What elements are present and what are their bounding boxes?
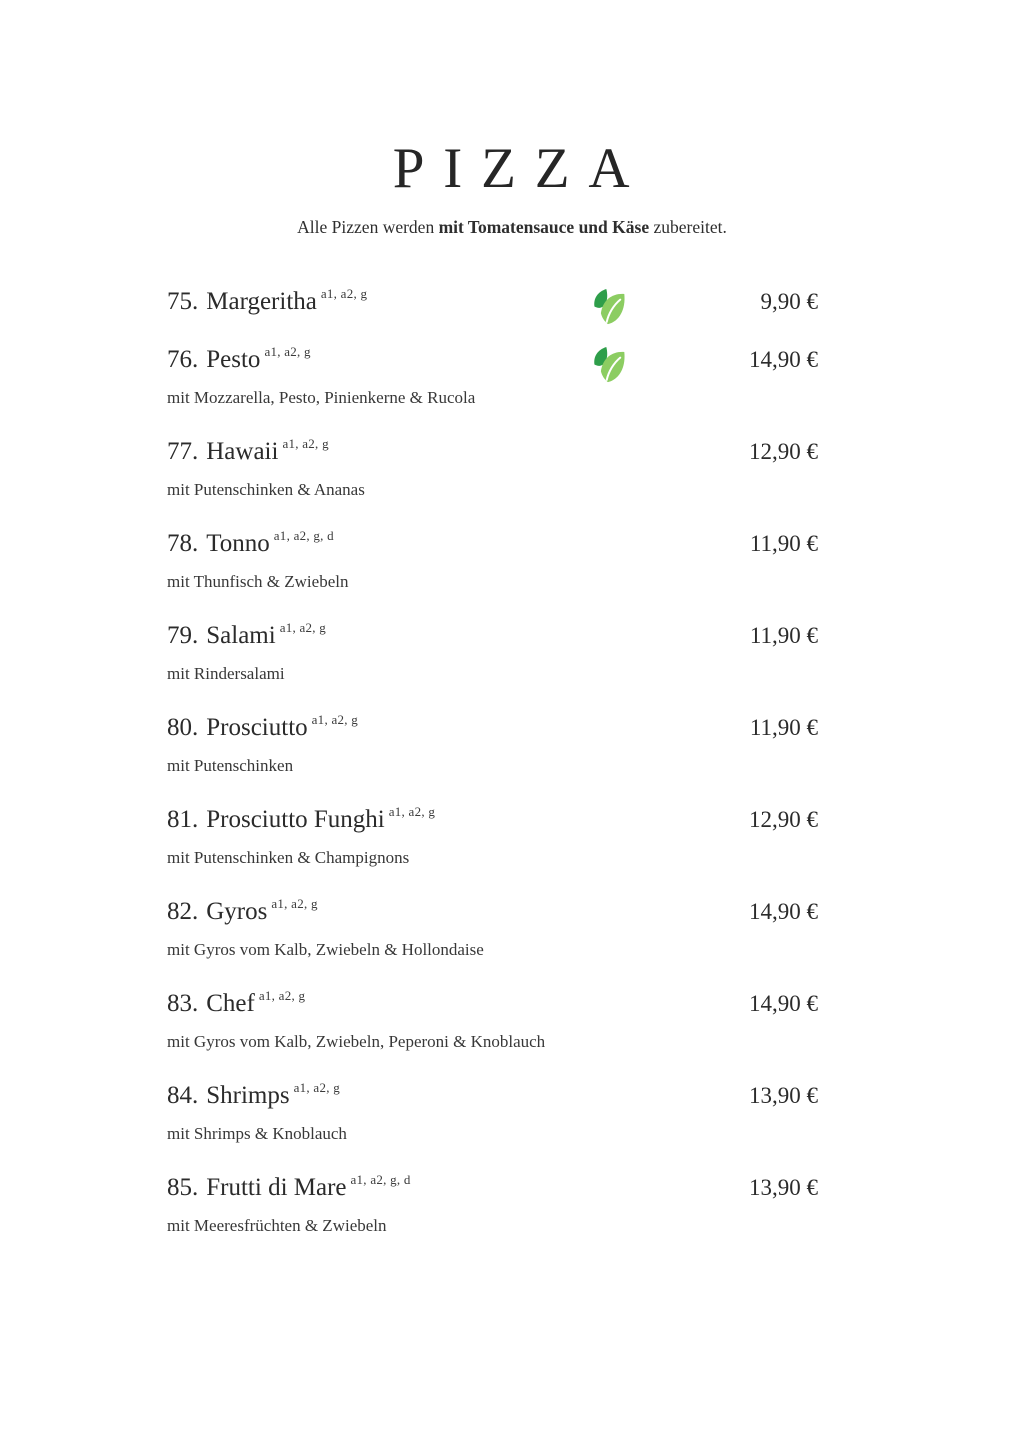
vegetarian-leaf-icon [591,288,631,326]
item-price: 13,90 € [749,1175,818,1200]
item-allergens: a1, a2, g, d [350,1172,411,1187]
menu-item [167,990,818,1054]
item-description: mit Mozzarella, Pesto, Pinienkerne & Rucola [167,388,476,407]
subtitle-bold: mit Tomatensauce und Käse [438,217,650,237]
menu-item [167,1082,818,1146]
item-number: 77. [167,438,199,465]
item-name: Frutti di Mare [206,1174,347,1201]
menu-item [167,622,818,686]
item-name: Tonno [206,530,270,557]
menu-item [167,898,818,962]
item-name-line [167,438,591,466]
item-number: 81. [167,806,199,833]
item-row [167,1082,818,1120]
menu-item [167,714,818,778]
vegetarian-leaf-icon [591,346,631,384]
item-row [167,288,818,326]
menu-item [167,530,818,594]
item-name-line [167,990,591,1018]
item-name-line [167,898,591,926]
item-number: 78. [167,530,199,557]
item-row [167,530,818,568]
item-name-line [167,288,591,316]
item-allergens: a1, a2, g [388,804,436,819]
item-price: 14,90 € [749,347,818,372]
menu-list [167,288,818,1266]
item-name: Margeritha [206,288,317,315]
item-name: Hawaii [206,438,279,465]
item-description: mit Gyros vom Kalb, Zwiebeln, Peperoni & Knoblauch [167,1032,546,1051]
item-name: Salami [206,622,276,649]
item-allergens: a1, a2, g [271,896,318,911]
item-price: 11,90 € [749,623,818,648]
item-allergens: a1, a2, g, d [273,528,334,543]
item-row [167,990,818,1028]
item-row [167,714,818,752]
item-number: 76. [167,346,199,373]
item-allergens: a1, a2, g [293,1080,340,1095]
item-allergens: a1, a2, g [258,988,306,1003]
item-name: Prosciutto [206,714,308,741]
item-price: 11,90 € [749,531,818,556]
menu-item [167,438,818,502]
item-name-line [167,806,591,834]
item-description: mit Putenschinken & Champignons [167,848,410,867]
item-description: mit Meeresfrüchten & Zwiebeln [167,1216,387,1235]
item-row [167,898,818,936]
item-name: Chef [206,990,255,1017]
item-price: 14,90 € [749,991,818,1016]
item-allergens: a1, a2, g [282,436,329,451]
item-name-line [167,346,591,374]
item-name: Gyros [206,898,268,925]
item-name-line [167,622,591,650]
item-name: Pesto [206,346,261,373]
item-allergens: a1, a2, g [311,712,359,727]
item-price: 12,90 € [749,807,818,832]
item-allergens: a1, a2, g [279,620,327,635]
item-price: 14,90 € [749,899,818,924]
item-price: 9,90 € [760,289,818,314]
item-number: 84. [167,1082,199,1109]
menu-item [167,288,818,326]
item-name-line [167,714,591,742]
item-description: mit Putenschinken & Ananas [167,480,365,499]
item-price: 11,90 € [749,715,818,740]
menu-item [167,1174,818,1238]
item-price: 13,90 € [749,1083,818,1108]
item-number: 85. [167,1174,199,1201]
item-description: mit Gyros vom Kalb, Zwiebeln & Hollondaise [167,940,484,959]
item-name-line [167,1174,591,1202]
item-number: 75. [167,288,199,315]
item-number: 80. [167,714,199,741]
item-name: Prosciutto Funghi [206,806,385,833]
menu-item [167,806,818,870]
item-row [167,806,818,844]
menu-header [0,0,1024,238]
item-name-line [167,530,591,558]
item-name-line [167,1082,591,1110]
item-description: mit Rindersalami [167,664,285,683]
item-description: mit Shrimps & Knoblauch [167,1124,347,1143]
item-row [167,346,818,384]
item-price: 12,90 € [749,439,818,464]
item-number: 82. [167,898,199,925]
item-description: mit Putenschinken [167,756,294,775]
item-description: mit Thunfisch & Zwiebeln [167,572,349,591]
menu-subtitle [0,217,1024,238]
item-number: 83. [167,990,199,1017]
item-row [167,438,818,476]
item-allergens: a1, a2, g [320,286,368,301]
item-number: 79. [167,622,199,649]
item-row [167,1174,818,1212]
subtitle-suffix: zubereitet. [649,217,727,237]
item-row [167,622,818,660]
item-name: Shrimps [206,1082,290,1109]
subtitle-prefix: Alle Pizzen werden [297,217,439,237]
menu-item [167,346,818,410]
item-allergens: a1, a2, g [264,344,311,359]
page-title: PIZZA [392,137,649,200]
